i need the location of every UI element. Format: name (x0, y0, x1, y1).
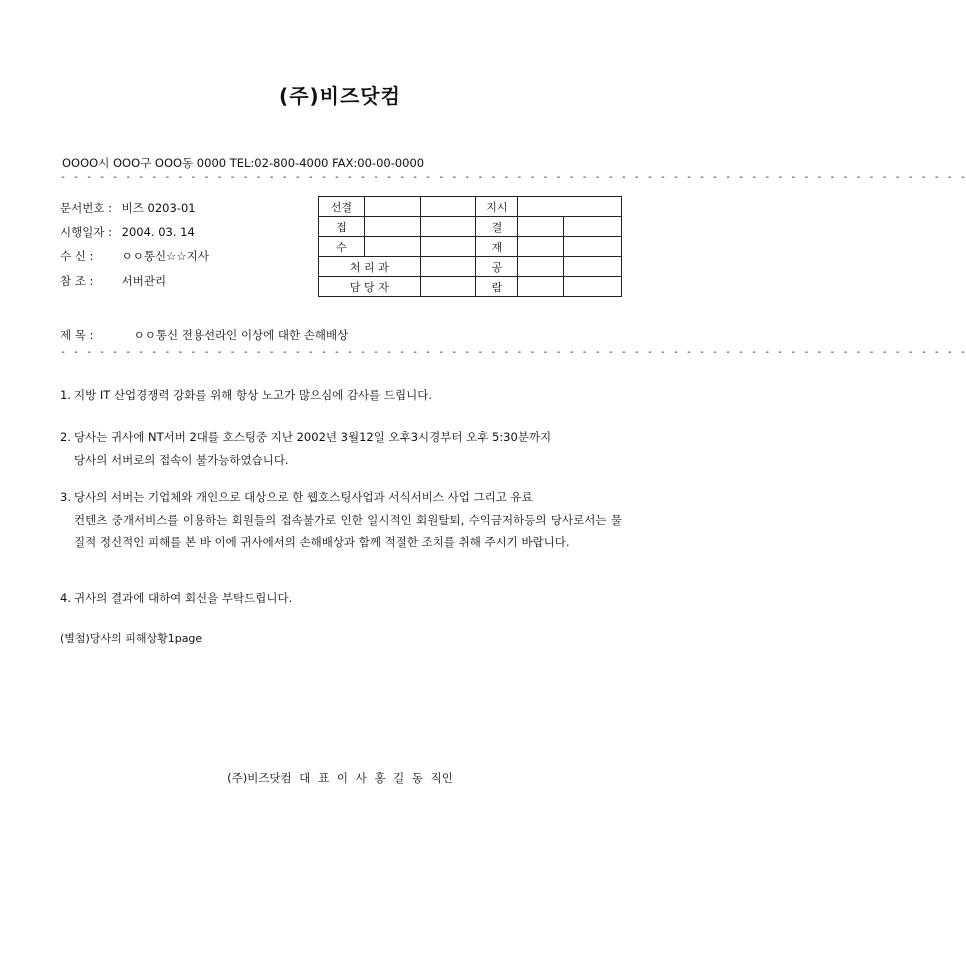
approval-cell (518, 217, 564, 237)
approval-su: 수 (319, 237, 365, 257)
attachment-note: (별첨)당사의 피해상황1page (60, 632, 203, 645)
paragraph-3 (60, 486, 622, 554)
paragraph-2 (60, 426, 622, 471)
meta-reference-value: 서버관리 (121, 274, 167, 288)
approval-cell (420, 237, 476, 257)
approval-cell (564, 257, 622, 277)
meta-reference-key: 참 조 : (60, 274, 94, 288)
paragraph-number: 2. (60, 430, 71, 444)
paragraph-number: 1. (60, 388, 71, 402)
approval-cheorigwa: 처 리 과 (319, 257, 421, 277)
paragraph-text: 당사의 서버는 기업체와 개인으로 대상으로 한 웹호스팅사업과 서식서비스 사업 그리고 유료 (74, 490, 533, 504)
meta-recipient-value: ㅇㅇ통신☆☆지사 (121, 249, 209, 263)
approval-gong: 공 (476, 257, 518, 277)
approval-jisi: 지시 (476, 197, 518, 217)
paragraph-number: 4. (60, 591, 71, 605)
approval-cell (420, 277, 476, 297)
meta-date-key: 시행일자 : (60, 225, 112, 239)
paragraph-4 (60, 587, 622, 610)
approval-jeop: 접 (319, 217, 365, 237)
approval-table (318, 196, 622, 297)
meta-date-value: 2004. 03. 14 (121, 225, 195, 239)
approval-cell (564, 217, 622, 237)
meta-doc-number (60, 200, 196, 216)
signature-line: (주)비즈닷컴 대 표 이 사 홍 길 동 직인 (227, 771, 453, 785)
approval-cell (420, 257, 476, 277)
approval-cell (518, 277, 564, 297)
approval-cell (518, 237, 564, 257)
approval-cell (518, 257, 564, 277)
subject-key: 제 목 : (60, 328, 94, 342)
meta-recipient (60, 248, 209, 264)
approval-cell (364, 197, 420, 217)
approval-cell (564, 237, 622, 257)
approval-cell (518, 197, 622, 217)
approval-cell (420, 217, 476, 237)
meta-recipient-key: 수 신 : (60, 249, 94, 263)
paragraph-text-continued: 컨텐츠 중개서비스를 이용하는 회원들의 접속불가로 인한 일시적인 회원탈퇴, 수익금저하등의 당사로서는 물질적 정신적인 피해를 본 바 이에 귀사에서의 손해배상과 함께 적절한 조치를 취해 주시기 바랍니다. (74, 512, 622, 549)
approval-gyeol: 결 (476, 217, 518, 237)
paragraph-number: 3. (60, 490, 71, 504)
meta-doc-number-key: 문서번호 : (60, 201, 112, 215)
separator-line: - - - - - - - - - - - - - - - - - - - - - - - - - - - - - - - - - - - - - - - - - - - - - - - - - - - - - - - - - - - - - - - - - - - - - - (60, 172, 966, 183)
document-title: (주)비즈닷컴 (279, 84, 401, 108)
meta-doc-number-value: 비즈 0203-01 (121, 201, 196, 215)
approval-cell (564, 277, 622, 297)
paragraph-text: 당사는 귀사에 NT서버 2대를 호스팅중 지난 2002년 3월12일 오후3시경부터 오후 5:30분까지 (74, 430, 552, 444)
approval-cell (364, 217, 420, 237)
approval-jae: 재 (476, 237, 518, 257)
approval-cell (364, 237, 420, 257)
address-line: OOOO시 OOO구 OOO동 0000 TEL:02-800-4000 FAX:00-00-0000 (62, 156, 425, 170)
approval-cell (420, 197, 476, 217)
separator-line: - - - - - - - - - - - - - - - - - - - - - - - - - - - - - - - - - - - - - - - - - - - - - - - - - - - - - - - - - - - - - - - - - - - - - - (60, 347, 966, 358)
paragraph-text-continued: 당사의 서버로의 접속이 불가능하였습니다. (74, 452, 289, 467)
approval-seon-gyeol: 선결 (319, 197, 365, 217)
approval-ram: 람 (476, 277, 518, 297)
subject-value: ㅇㅇ통신 전용선라인 이상에 대한 손해배상 (133, 328, 349, 342)
meta-date (60, 224, 195, 240)
paragraph-text: 지방 IT 산업경쟁력 강화를 위해 항상 노고가 많으심에 감사를 드립니다. (74, 388, 433, 402)
paragraph-1 (60, 384, 622, 407)
subject-line (60, 327, 348, 343)
paragraph-text: 귀사의 결과에 대하여 회신을 부탁드립니다. (74, 591, 293, 605)
approval-damdangja: 담 당 자 (319, 277, 421, 297)
meta-reference (60, 273, 166, 289)
